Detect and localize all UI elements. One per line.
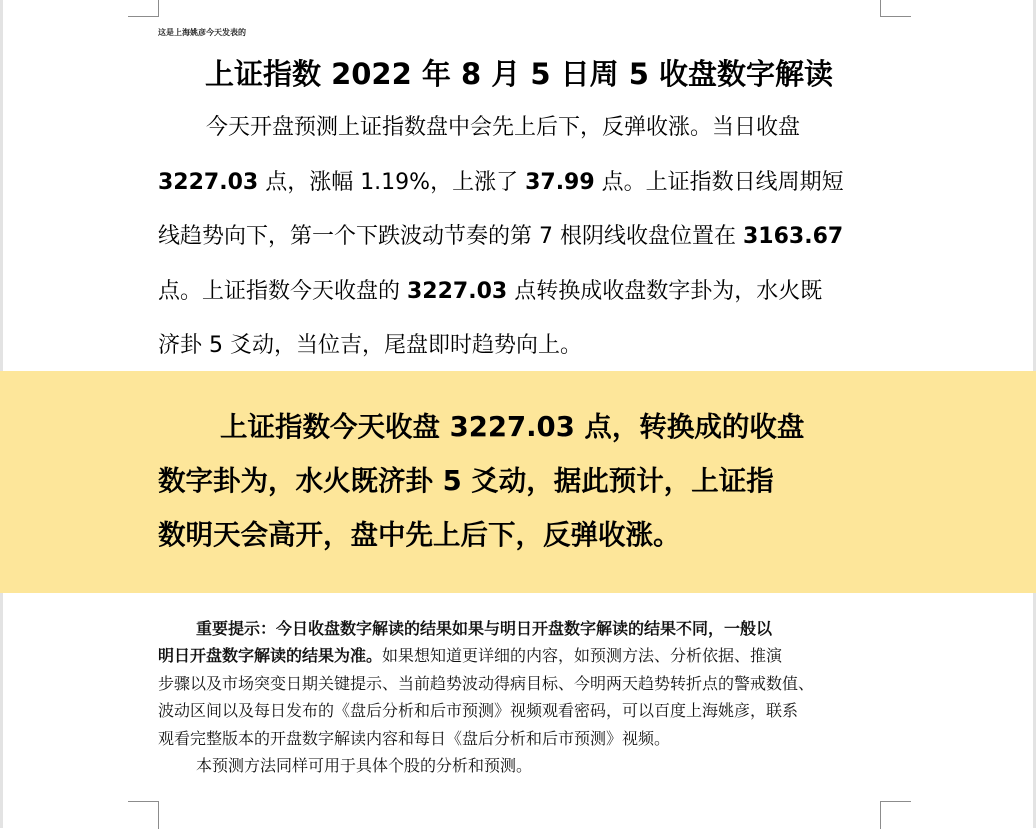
notice-bold-text: 明日开盘数字解读的结果为准。 [158, 646, 383, 666]
notice-line: 观看完整版本的开盘数字解读内容和每日《盘后分析和后市预测》视频。 [158, 728, 671, 748]
body-line [158, 156, 884, 211]
header-note: 这是上海姚彦今天发表的 [158, 28, 246, 37]
body-text: 点。上证指数今天收盘的 [158, 278, 407, 304]
body-line [158, 319, 884, 374]
highlight-line: 数明天会高开，盘中先上后下，反弹收涨。 [158, 519, 681, 551]
crop-mark-bottom-left [128, 801, 159, 829]
body-text: 点，涨幅 1.19%，上涨了 [258, 169, 526, 195]
crop-mark-top-left [128, 0, 159, 17]
body-line [158, 265, 884, 320]
notice-line [158, 642, 884, 669]
body-text: 点。上证指数日线周期短 [594, 169, 844, 195]
body-text: 线趋势向下，第一个下跌波动节奏的第 7 根阴线收盘位置在 [158, 224, 743, 249]
highlight-line: 上证指数今天收盘 3227.03 点，转换成的收盘 [220, 411, 805, 443]
highlight-paragraph [158, 400, 888, 562]
notice-text: 如果想知道更详细的内容，如预测方法、分析依据、推演 [382, 646, 783, 666]
notice-line: 本预测方法同样可用于具体个股的分析和预测。 [196, 755, 533, 775]
body-paragraph [158, 101, 884, 374]
notice-bold-text: 重要提示：今日收盘数字解读的结果如果与明日开盘数字解读的结果不同，一般以 [196, 619, 773, 638]
close-value: 3227.03 [158, 169, 259, 195]
body-text: 点转换成收盘数字卦为，水火既 [507, 278, 823, 304]
body-line [158, 210, 884, 265]
body-text: 济卦 5 爻动，当位吉，尾盘即时趋势向上。 [158, 333, 582, 358]
highlight-line: 数字卦为，水火既济卦 5 爻动，据此预计，上证指 [158, 465, 774, 497]
important-notice [158, 615, 884, 779]
notice-line: 步骤以及市场突变日期关键提示、当前趋势波动得病目标、今明两天趋势转折点的警戒数值、 [158, 673, 815, 693]
notice-line [158, 615, 884, 642]
body-line [158, 101, 884, 156]
close-value: 3227.03 [407, 278, 508, 304]
document-title: 上证指数 2022 年 8 月 5 日周 5 收盘数字解读 [204, 57, 834, 91]
crop-mark-bottom-right [880, 801, 911, 829]
notice-line: 波动区间以及每日发布的《盘后分析和后市预测》视频观看密码，可以百度上海姚彦，联系 [158, 701, 799, 721]
crop-mark-top-right [880, 0, 911, 17]
bearish-close-value: 3163.67 [742, 224, 844, 249]
body-text: 今天开盘预测上证指数盘中会先上后下，反弹收涨。当日收盘 [206, 115, 801, 140]
rise-value: 37.99 [525, 169, 595, 195]
